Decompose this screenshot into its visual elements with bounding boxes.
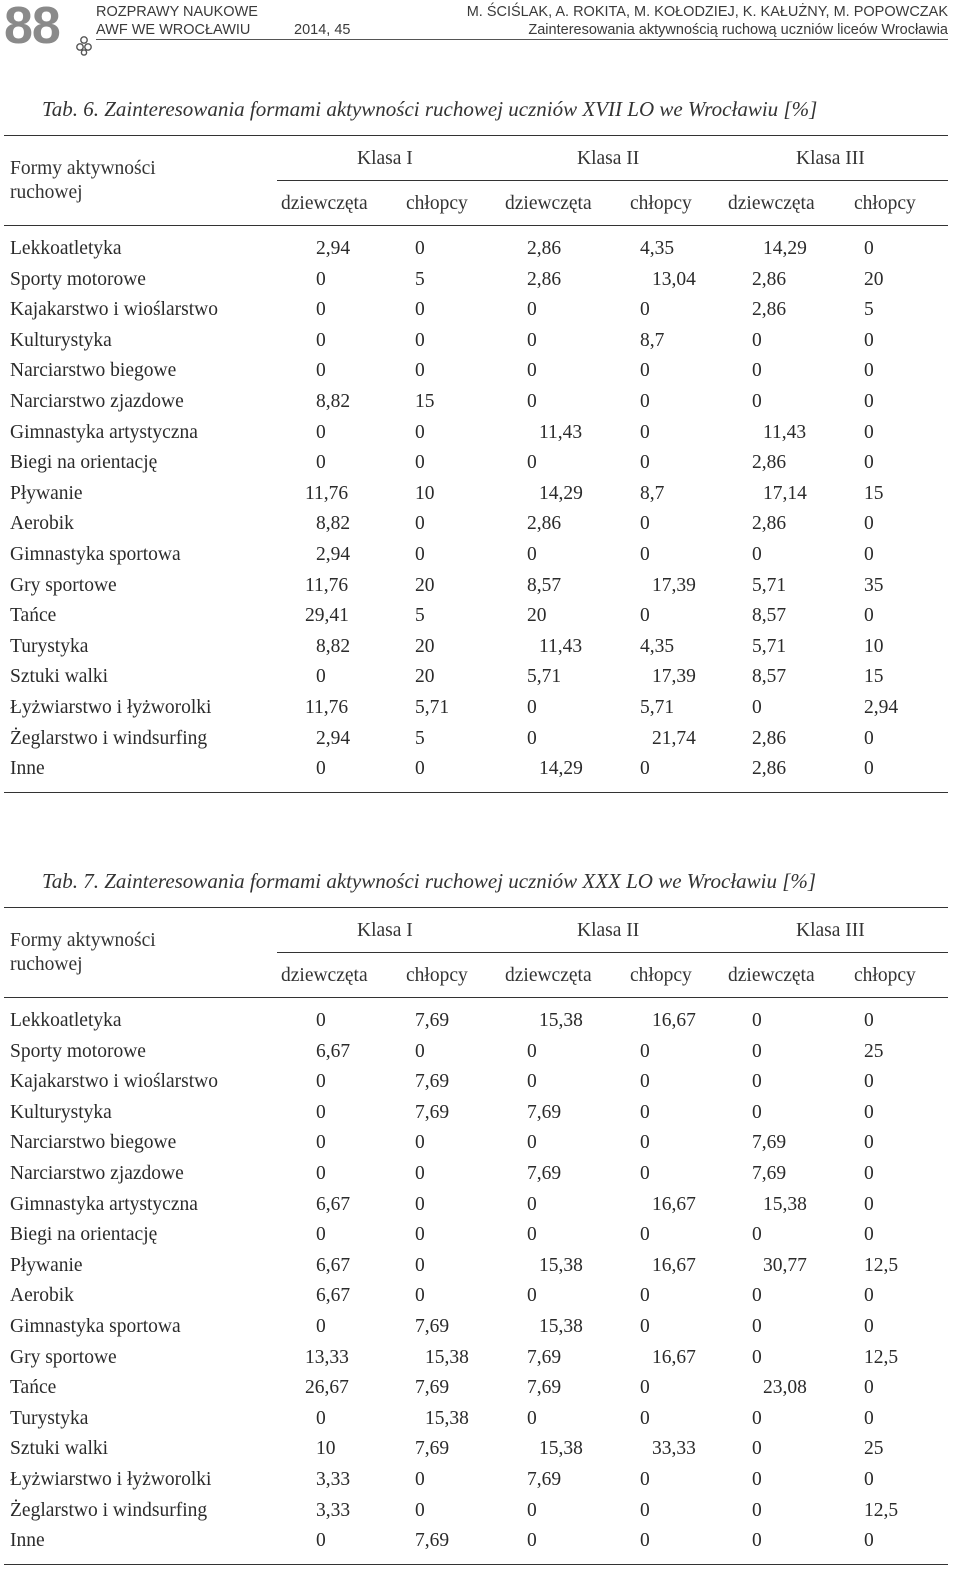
table-cell: 10 bbox=[864, 635, 884, 657]
table-cell: 0 bbox=[640, 1071, 650, 1093]
table-cell: 5,71 bbox=[640, 697, 675, 718]
table-cell: 0 bbox=[527, 1285, 537, 1307]
table-cell: 0 bbox=[415, 1163, 425, 1184]
row-label: Biegi na orientację bbox=[10, 1224, 158, 1246]
table-cell: 16,67 bbox=[652, 1254, 696, 1276]
row-label: Sporty motorowe bbox=[10, 1040, 146, 1062]
column-header-line2: ruchowej bbox=[10, 954, 83, 975]
table-cell: 0 bbox=[316, 1163, 326, 1184]
table-cell: 0 bbox=[527, 329, 537, 351]
table-cell: 0 bbox=[640, 421, 650, 443]
table-cell: 0 bbox=[752, 1010, 762, 1031]
row-label: Turystyka bbox=[10, 635, 89, 657]
group-header: Klasa III bbox=[796, 920, 865, 941]
table-cell: 7,69 bbox=[527, 1163, 562, 1184]
table-cell: 0 bbox=[527, 1224, 537, 1246]
table-cell: 2,94 bbox=[864, 697, 899, 718]
group-header: Klasa II bbox=[577, 920, 640, 941]
group-header: Klasa III bbox=[796, 148, 865, 169]
header-rule bbox=[96, 39, 948, 40]
table-cell: 0 bbox=[864, 1071, 874, 1093]
table-cell: 7,69 bbox=[527, 1377, 562, 1399]
table-cell: 7,69 bbox=[752, 1132, 787, 1154]
table-cell: 0 bbox=[415, 1469, 425, 1490]
table-cell: 0 bbox=[527, 1071, 537, 1093]
table-cell: 0 bbox=[640, 1499, 650, 1521]
table-cell: 0 bbox=[864, 1285, 874, 1307]
table-cell: 8,7 bbox=[640, 482, 665, 504]
table-top-rule bbox=[4, 135, 948, 136]
table-cell: 0 bbox=[415, 1254, 425, 1276]
table-cell: 0 bbox=[752, 1316, 762, 1337]
row-label: Pływanie bbox=[10, 1254, 83, 1276]
table-cell: 0 bbox=[415, 1132, 425, 1154]
table-cell: 0 bbox=[640, 1132, 650, 1154]
page-number: 88 bbox=[4, 0, 60, 55]
row-label: Lekkoatletyka bbox=[10, 238, 122, 259]
table-cell: 20 bbox=[415, 574, 435, 596]
table-cell: 15,38 bbox=[425, 1407, 469, 1429]
table-cell: 5 bbox=[415, 605, 425, 627]
table-cell: 11,43 bbox=[539, 635, 583, 657]
table-cell: 0 bbox=[415, 1040, 425, 1062]
table-cell: 8,7 bbox=[640, 329, 665, 351]
table-cell: 6,67 bbox=[316, 1193, 351, 1215]
table-cell: 0 bbox=[752, 329, 762, 351]
table-cell: 2,94 bbox=[316, 727, 351, 749]
row-label: Biegi na orientację bbox=[10, 452, 158, 474]
table-cell: 0 bbox=[640, 1530, 650, 1552]
table-cell: 0 bbox=[316, 1530, 326, 1552]
table-cell: 0 bbox=[415, 421, 425, 443]
table-cell: 0 bbox=[640, 360, 650, 382]
group-header: Klasa I bbox=[357, 148, 413, 169]
column-header-line1: Formy aktywności bbox=[10, 158, 156, 179]
table-cell: 13,33 bbox=[305, 1346, 349, 1368]
table-cell: 0 bbox=[752, 1438, 762, 1460]
journal-name-line2: AWF WE WROCŁAWIU bbox=[96, 22, 251, 38]
table-6-caption: Tab. 6. Zainteresowania formami aktywności ruchowej uczniów XVII LO we Wrocławiu [%] bbox=[42, 97, 818, 121]
table-cell: 0 bbox=[415, 758, 425, 780]
journal-name-line1: ROZPRAWY NAUKOWE bbox=[96, 4, 258, 20]
table-cell: 4,35 bbox=[640, 635, 675, 657]
table-cell: 0 bbox=[864, 1224, 874, 1246]
table-cell: 0 bbox=[527, 727, 537, 749]
table-cell: 0 bbox=[864, 1010, 874, 1031]
table-cell: 0 bbox=[752, 391, 762, 412]
table-cell: 0 bbox=[527, 452, 537, 474]
column-header-line1: Formy aktywności bbox=[10, 930, 156, 951]
table-cell: 12,5 bbox=[864, 1346, 899, 1368]
table-cell: 3,33 bbox=[316, 1499, 351, 1521]
table-cell: 35 bbox=[864, 574, 884, 596]
table-cell: 2,86 bbox=[752, 727, 787, 749]
table-cell: 15,38 bbox=[539, 1254, 583, 1276]
table-cell: 2,86 bbox=[752, 758, 787, 780]
row-label: Kajakarstwo i wioślarstwo bbox=[10, 299, 218, 321]
table-cell: 17,39 bbox=[652, 666, 696, 688]
table-cell: 14,29 bbox=[539, 758, 583, 780]
subheader: dziewczęta bbox=[281, 193, 368, 214]
table-cell: 0 bbox=[752, 1530, 762, 1552]
row-label: Gry sportowe bbox=[10, 1346, 117, 1368]
group-header: Klasa I bbox=[357, 920, 413, 941]
table-cell: 13,04 bbox=[652, 268, 696, 290]
table-cell: 2,86 bbox=[752, 299, 787, 321]
table-cell: 0 bbox=[864, 727, 874, 749]
table-cell: 33,33 bbox=[652, 1438, 696, 1460]
table-cell: 0 bbox=[640, 1469, 650, 1490]
table-cell: 26,67 bbox=[305, 1377, 349, 1399]
table-cell: 0 bbox=[527, 544, 537, 565]
table-cell: 8,82 bbox=[316, 635, 351, 657]
table-cell: 0 bbox=[527, 1132, 537, 1154]
row-label: Inne bbox=[10, 758, 45, 780]
row-label: Gimnastyka artystyczna bbox=[10, 1193, 198, 1215]
table-cell: 0 bbox=[864, 238, 874, 259]
row-label: Gry sportowe bbox=[10, 574, 117, 596]
table-cell: 25 bbox=[864, 1438, 884, 1460]
table-cell: 0 bbox=[527, 360, 537, 382]
table-cell: 15 bbox=[864, 482, 884, 504]
table-cell: 0 bbox=[752, 1346, 762, 1368]
row-label: Narciarstwo biegowe bbox=[10, 360, 177, 382]
table-cell: 0 bbox=[415, 1285, 425, 1307]
table-cell: 0 bbox=[864, 1469, 874, 1490]
table-cell: 11,43 bbox=[763, 421, 807, 443]
table-cell: 0 bbox=[316, 1071, 326, 1093]
table-cell: 0 bbox=[316, 1224, 326, 1246]
table-cell: 0 bbox=[316, 360, 326, 382]
table-cell: 5,71 bbox=[415, 697, 450, 718]
table-cell: 2,86 bbox=[527, 238, 562, 259]
table-cell: 4,35 bbox=[640, 238, 675, 259]
table-top-rule bbox=[4, 907, 948, 908]
table-cell: 0 bbox=[752, 1101, 762, 1123]
table-cell: 0 bbox=[527, 1193, 537, 1215]
row-label: Turystyka bbox=[10, 1407, 89, 1429]
table-cell: 0 bbox=[640, 605, 650, 627]
table-cell: 5 bbox=[864, 299, 874, 321]
row-label: Sporty motorowe bbox=[10, 268, 146, 290]
table-cell: 0 bbox=[640, 1316, 650, 1337]
table-cell: 0 bbox=[316, 758, 326, 780]
table-cell: 0 bbox=[316, 1132, 326, 1154]
table-cell: 0 bbox=[864, 1407, 874, 1429]
table-cell: 7,69 bbox=[415, 1530, 450, 1552]
table-cell: 0 bbox=[864, 1377, 874, 1399]
table-cell: 5 bbox=[415, 727, 425, 749]
table-cell: 12,5 bbox=[864, 1499, 899, 1521]
table-cell: 12,5 bbox=[864, 1254, 899, 1276]
table-cell: 15,38 bbox=[539, 1438, 583, 1460]
table-cell: 15 bbox=[415, 391, 435, 412]
table-cell: 0 bbox=[864, 452, 874, 474]
table-cell: 5 bbox=[415, 268, 425, 290]
table-cell: 8,57 bbox=[527, 574, 562, 596]
table-cell: 8,82 bbox=[316, 513, 351, 535]
row-label: Tańce bbox=[10, 605, 57, 627]
table-cell: 20 bbox=[864, 268, 884, 290]
table-cell: 0 bbox=[316, 666, 326, 688]
row-label: Lekkoatletyka bbox=[10, 1010, 122, 1031]
table-cell: 29,41 bbox=[305, 605, 349, 627]
table-cell: 0 bbox=[316, 268, 326, 290]
table-cell: 15,38 bbox=[763, 1193, 807, 1215]
table-cell: 0 bbox=[316, 329, 326, 351]
table-cell: 0 bbox=[640, 1040, 650, 1062]
table-cell: 0 bbox=[316, 1010, 326, 1031]
table-cell: 0 bbox=[640, 758, 650, 780]
table-cell: 30,77 bbox=[763, 1254, 807, 1276]
row-label: Pływanie bbox=[10, 482, 83, 504]
table-cell: 14,29 bbox=[763, 238, 807, 259]
table-cell: 0 bbox=[415, 299, 425, 321]
table-cell: 2,94 bbox=[316, 544, 351, 565]
table-cell: 0 bbox=[640, 513, 650, 535]
table-cell: 0 bbox=[415, 238, 425, 259]
table-cell: 7,69 bbox=[527, 1346, 562, 1368]
table-cell: 0 bbox=[316, 1407, 326, 1429]
table-cell: 16,67 bbox=[652, 1193, 696, 1215]
table-cell: 6,67 bbox=[316, 1040, 351, 1062]
row-label: Narciarstwo zjazdowe bbox=[10, 1163, 184, 1184]
table-cell: 0 bbox=[316, 1316, 326, 1337]
table-cell: 15,38 bbox=[539, 1010, 583, 1031]
article-title: Zainteresowania aktywnością ruchową uczniów liceów Wrocławia bbox=[528, 22, 948, 38]
table-cell: 0 bbox=[415, 1499, 425, 1521]
table-cell: 0 bbox=[640, 1407, 650, 1429]
table-cell: 0 bbox=[864, 391, 874, 412]
row-label: Sztuki walki bbox=[10, 1438, 109, 1460]
table-cell: 0 bbox=[752, 1499, 762, 1521]
table-cell: 0 bbox=[415, 329, 425, 351]
table-cell: 8,82 bbox=[316, 391, 351, 412]
table-cell: 0 bbox=[864, 758, 874, 780]
subheader: chłopcy bbox=[406, 965, 468, 986]
table-cell: 11,76 bbox=[305, 574, 349, 596]
table-cell: 7,69 bbox=[415, 1010, 450, 1031]
table-cell: 15 bbox=[864, 666, 884, 688]
subheader: chłopcy bbox=[630, 965, 692, 986]
table-cell: 0 bbox=[864, 605, 874, 627]
table-cell: 20 bbox=[415, 635, 435, 657]
table-cell: 11,76 bbox=[305, 482, 349, 504]
table-7-caption: Tab. 7. Zainteresowania formami aktywności ruchowej uczniów XXX LO we Wrocławiu [%] bbox=[42, 869, 817, 893]
table-cell: 0 bbox=[640, 544, 650, 565]
table-cell: 16,67 bbox=[652, 1010, 696, 1031]
table-cell: 0 bbox=[752, 697, 762, 718]
table-cell: 0 bbox=[415, 513, 425, 535]
table-cell: 25 bbox=[864, 1040, 884, 1062]
row-label: Łyżwiarstwo i łyżworolki bbox=[10, 697, 212, 718]
table-cell: 3,33 bbox=[316, 1469, 351, 1490]
table-cell: 11,76 bbox=[305, 697, 349, 718]
row-label: Łyżwiarstwo i łyżworolki bbox=[10, 1469, 212, 1490]
table-cell: 7,69 bbox=[415, 1071, 450, 1093]
table-cell: 0 bbox=[415, 452, 425, 474]
table-cell: 8,57 bbox=[752, 605, 787, 627]
table-cell: 0 bbox=[316, 421, 326, 443]
table-cell: 8,57 bbox=[752, 666, 787, 688]
row-label: Gimnastyka artystyczna bbox=[10, 421, 198, 443]
table-cell: 7,69 bbox=[415, 1377, 450, 1399]
table-cell: 21,74 bbox=[652, 727, 696, 749]
row-label: Inne bbox=[10, 1530, 45, 1552]
table-cell: 0 bbox=[864, 1163, 874, 1184]
table-cell: 0 bbox=[752, 1071, 762, 1093]
subheader: dziewczęta bbox=[505, 193, 592, 214]
table-cell: 0 bbox=[864, 1316, 874, 1337]
table-cell: 0 bbox=[752, 1469, 762, 1490]
row-label: Tańce bbox=[10, 1377, 57, 1399]
table-bottom-rule bbox=[4, 1564, 948, 1565]
table-cell: 0 bbox=[864, 513, 874, 535]
table-cell: 2,86 bbox=[527, 268, 562, 290]
table-cell: 0 bbox=[640, 1224, 650, 1246]
table-cell: 10 bbox=[316, 1438, 336, 1460]
table-cell: 0 bbox=[316, 1101, 326, 1123]
row-label: Żeglarstwo i windsurfing bbox=[10, 1499, 208, 1521]
column-header-line2: ruchowej bbox=[10, 182, 83, 203]
table-cell: 6,67 bbox=[316, 1285, 351, 1307]
row-label: Kajakarstwo i wioślarstwo bbox=[10, 1071, 218, 1093]
subheader: dziewczęta bbox=[281, 965, 368, 986]
table-cell: 0 bbox=[527, 1530, 537, 1552]
row-label: Żeglarstwo i windsurfing bbox=[10, 727, 208, 749]
subheader: chłopcy bbox=[406, 193, 468, 214]
header-bottom-rule bbox=[4, 225, 948, 226]
table-cell: 0 bbox=[415, 1193, 425, 1215]
table-cell: 0 bbox=[864, 1132, 874, 1154]
subheader: dziewczęta bbox=[728, 965, 815, 986]
table-cell: 0 bbox=[316, 299, 326, 321]
table-cell: 0 bbox=[752, 1285, 762, 1307]
table-cell: 0 bbox=[864, 1530, 874, 1552]
table-cell: 0 bbox=[527, 1040, 537, 1062]
group-header: Klasa II bbox=[577, 148, 640, 169]
table-cell: 6,67 bbox=[316, 1254, 351, 1276]
table-cell: 0 bbox=[316, 452, 326, 474]
table-cell: 0 bbox=[640, 452, 650, 474]
table-cell: 0 bbox=[864, 360, 874, 382]
table-cell: 7,69 bbox=[415, 1316, 450, 1337]
table-cell: 7,69 bbox=[527, 1469, 562, 1490]
table-cell: 0 bbox=[415, 544, 425, 565]
table-cell: 7,69 bbox=[527, 1101, 562, 1123]
table-cell: 0 bbox=[752, 1224, 762, 1246]
table-cell: 11,43 bbox=[539, 421, 583, 443]
table-bottom-rule bbox=[4, 792, 948, 793]
year-volume: 2014, 45 bbox=[294, 22, 351, 38]
row-label: Gimnastyka sportowa bbox=[10, 544, 181, 565]
table-cell: 17,39 bbox=[652, 574, 696, 596]
table-cell: 0 bbox=[527, 697, 537, 718]
table-cell: 0 bbox=[527, 391, 537, 412]
table-cell: 0 bbox=[527, 1499, 537, 1521]
table-cell: 10 bbox=[415, 482, 435, 504]
table-cell: 0 bbox=[752, 1407, 762, 1429]
row-label: Gimnastyka sportowa bbox=[10, 1316, 181, 1337]
table-cell: 5,71 bbox=[752, 574, 787, 596]
table-cell: 0 bbox=[864, 544, 874, 565]
subheader: dziewczęta bbox=[505, 965, 592, 986]
table-cell: 7,69 bbox=[415, 1438, 450, 1460]
row-label: Kulturystyka bbox=[10, 1101, 112, 1123]
group-header-rule bbox=[277, 180, 948, 181]
table-cell: 7,69 bbox=[415, 1101, 450, 1123]
table-cell: 0 bbox=[640, 391, 650, 412]
group-header-rule bbox=[277, 952, 948, 953]
table-cell: 23,08 bbox=[763, 1377, 807, 1399]
header-bottom-rule bbox=[4, 997, 948, 998]
table-cell: 20 bbox=[415, 666, 435, 688]
table-cell: 2,94 bbox=[316, 238, 351, 259]
subheader: chłopcy bbox=[630, 193, 692, 214]
subheader: chłopcy bbox=[854, 193, 916, 214]
table-cell: 0 bbox=[527, 1407, 537, 1429]
table-cell: 15,38 bbox=[539, 1316, 583, 1337]
table-cell: 0 bbox=[752, 544, 762, 565]
table-cell: 15,38 bbox=[425, 1346, 469, 1368]
table-cell: 17,14 bbox=[763, 482, 807, 504]
table-cell: 5,71 bbox=[752, 635, 787, 657]
table-cell: 0 bbox=[864, 1101, 874, 1123]
table-cell: 2,86 bbox=[752, 452, 787, 474]
subheader: chłopcy bbox=[854, 965, 916, 986]
table-cell: 0 bbox=[640, 1101, 650, 1123]
table-cell: 0 bbox=[640, 299, 650, 321]
table-cell: 0 bbox=[415, 1224, 425, 1246]
authors: M. ŚCIŚLAK, A. ROKITA, M. KOŁODZIEJ, K. KAŁUŻNY, M. POPOWCZAK bbox=[466, 4, 948, 20]
row-label: Aerobik bbox=[10, 513, 74, 535]
table-cell: 0 bbox=[752, 360, 762, 382]
row-label: Sztuki walki bbox=[10, 666, 109, 688]
row-label: Narciarstwo biegowe bbox=[10, 1132, 177, 1154]
table-cell: 7,69 bbox=[752, 1163, 787, 1184]
table-cell: 0 bbox=[415, 360, 425, 382]
table-cell: 14,29 bbox=[539, 482, 583, 504]
table-cell: 0 bbox=[864, 1193, 874, 1215]
table-cell: 16,67 bbox=[652, 1346, 696, 1368]
row-label: Aerobik bbox=[10, 1285, 74, 1307]
table-cell: 0 bbox=[640, 1377, 650, 1399]
table-cell: 0 bbox=[640, 1163, 650, 1184]
table-cell: 0 bbox=[752, 1040, 762, 1062]
table-cell: 2,86 bbox=[527, 513, 562, 535]
awf-logo-icon bbox=[74, 34, 94, 56]
table-cell: 20 bbox=[527, 605, 547, 627]
row-label: Kulturystyka bbox=[10, 329, 112, 351]
subheader: dziewczęta bbox=[728, 193, 815, 214]
table-cell: 5,71 bbox=[527, 666, 562, 688]
table-cell: 0 bbox=[864, 329, 874, 351]
table-cell: 0 bbox=[864, 421, 874, 443]
table-cell: 2,86 bbox=[752, 268, 787, 290]
table-cell: 0 bbox=[527, 299, 537, 321]
table-cell: 0 bbox=[640, 1285, 650, 1307]
table-cell: 2,86 bbox=[752, 513, 787, 535]
row-label: Narciarstwo zjazdowe bbox=[10, 391, 184, 412]
